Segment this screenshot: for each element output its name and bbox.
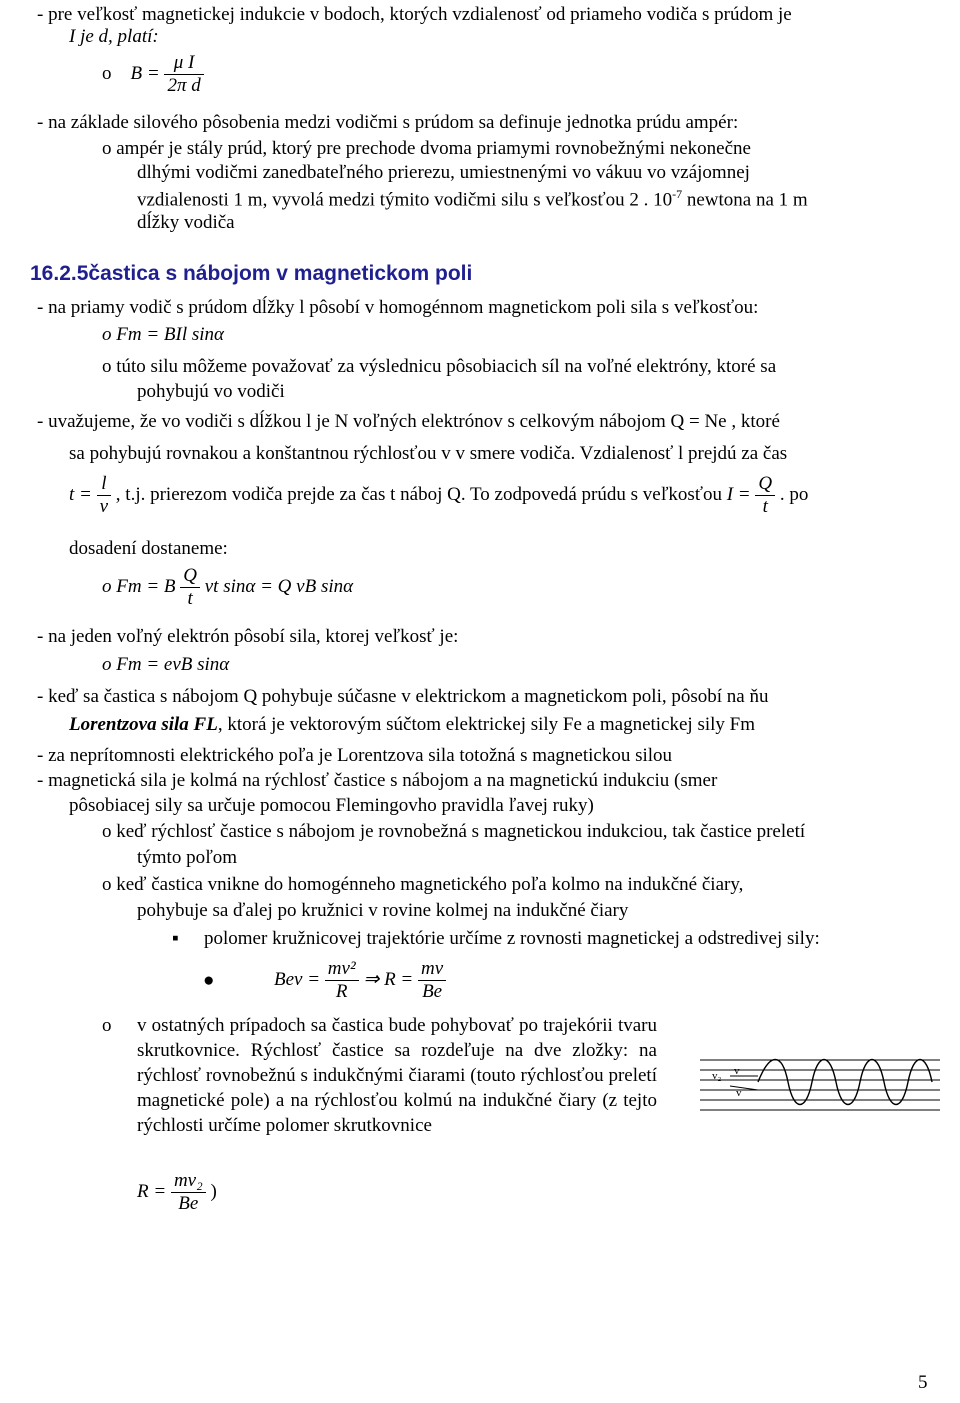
Q-num: Q: [755, 473, 775, 496]
para-1: - na priamy vodič s prúdom dĺžky l pôsobí v homogénnom magnetickom poli sila s veľkosťou:: [37, 297, 759, 318]
para-3b: sa pohybujú rovnakou a konštantnou rýchlosťou v v smere vodiča. Vzdialenosť l prejdú za čas: [69, 443, 788, 464]
formula-Fm-2: [102, 565, 353, 610]
page-number: 5: [918, 1372, 928, 1393]
l-over-v: [97, 473, 111, 518]
formula-B-lhs: B =: [130, 62, 160, 84]
f5-end: ): [210, 1180, 217, 1202]
velocity-vector: [730, 1086, 758, 1090]
para-4: - na jeden voľný elektrón pôsobí sila, ktorej veľkosť je:: [37, 626, 459, 647]
t-den: t: [762, 496, 768, 517]
formula-B-den: 2π d: [167, 75, 201, 96]
para-7a: - magnetická sila je kolmá na rýchlosť častice s nábojom a na magnetickú indukciu (smer: [37, 770, 718, 791]
para-7b: pôsobiacej sily sa určuje pomocou Flemingovho pravidla ľavej ruky): [69, 795, 594, 816]
ampere-def-4: dĺžky vodiča: [137, 212, 235, 233]
f2-num: Q: [180, 565, 200, 588]
ampere-def-2: dlhými vodičmi zanedbateľného prierezu, umiestnenými vo vákuu vo vzájomnej: [137, 162, 750, 183]
para-5a: - keď sa častica s nábojom Q pohybuje súčasne v elektrickom a magnetickom poli, pôsobí na ňu: [37, 686, 769, 707]
ampere-def-1: o ampér je stály prúd, ktorý pre prechode dvoma priamymi rovnobežnými nekonečne: [102, 138, 751, 159]
para-6: - za neprítomnosti elektrického poľa je Lorentzova sila totožná s magnetickou silou: [37, 745, 673, 766]
f5-lhs: R =: [137, 1180, 167, 1202]
para-3c: [69, 473, 808, 518]
f4-den2: Be: [422, 981, 443, 1002]
f2-lhs: o Fm = B: [102, 575, 176, 597]
f4-num1: mv²: [325, 958, 359, 981]
Q-over-t: [755, 473, 775, 518]
para-2b: pohybujú vo vodiči: [137, 381, 285, 402]
formula-B: o B = $\frac{\text{μ I}}{\text{2π d}}$: [102, 52, 204, 97]
formula-B-num: μ I: [164, 52, 203, 75]
para-5b: [69, 714, 755, 736]
fig-label-v: v: [734, 1065, 740, 1077]
f2-den: t: [187, 588, 193, 609]
fig-label-v1: v: [736, 1087, 742, 1099]
f5-den: Be: [178, 1193, 199, 1214]
para-5b-rest: , ktorá je vektorovým súčtom elektrickej sily Fe a magnetickej sily Fm: [217, 714, 756, 735]
intro-line-1: - pre veľkosť magnetickej indukcie v bodoch, ktorých vzdialenosť od priameho vodiča s prúdom je: [37, 4, 792, 25]
t-eq: t =: [69, 483, 92, 505]
intro-line-3: - na základe silového pôsobenia medzi vodičmi s prúdom sa definuje jednotka prúdu ampér:: [37, 112, 739, 133]
intro-line-2: I je d, platí:: [69, 26, 159, 47]
square-bullet-icon: ▪: [172, 928, 179, 949]
ampere-def-3-end: newtona na 1 m: [682, 189, 808, 211]
para-3c-text: , t.j. prierezom vodiča prejde za čas t náboj Q. To zodpovedá prúdu s veľkosťou: [115, 483, 722, 505]
helix-figure: [700, 1052, 950, 1122]
para-3d: dosadení dostaneme:: [69, 538, 228, 559]
f5-num: mv₂: [171, 1170, 206, 1193]
f4-frac2: [418, 958, 446, 1003]
para-9b: pohybuje sa ďalej po kružnici v rovine kolmej na indukčné čiary: [137, 900, 629, 921]
formula-Fm-3: o Fm = evB sinα: [102, 654, 230, 675]
para-8b: týmto poľom: [137, 847, 238, 868]
para-3c-end: . po: [779, 483, 809, 505]
formula-Fm-1: o Fm = BIl sinα: [102, 324, 225, 345]
lorentz-force-label: Lorentzova sila FL: [69, 714, 218, 735]
f4-lhs: Bev =: [274, 968, 321, 990]
f2-frac: [180, 565, 200, 610]
f4-num2: mv: [418, 958, 446, 981]
ampere-def-3-text: vzdialenosti 1 m, vyvolá medzi týmito vodičmi silu s veľkosťou 2 . 10: [137, 189, 673, 211]
para-11-bullet: o: [102, 1015, 112, 1036]
f4-den1: R: [335, 981, 348, 1002]
para-2a: o túto silu môžeme považovať za výslednicu pôsobiacich síl na voľné elektróny, ktoré sa: [102, 356, 777, 377]
formula-B-frac: [164, 52, 203, 97]
round-bullet-icon: ●: [203, 970, 215, 991]
para-11: v ostatných prípadoch sa častica bude pohybovať po trajekórii tvaru skrutkovnice. Rýchlosť častice sa rozdeľuje na dve zložky: na rýchlosť rovnobežnú s indukčnými čiarami (touto rýchlosťou preletí magnetické pole) a na rýchlosťou kolmú na indukčné čiary (z tejto rýchlosti určíme polomer skrutkovnice: [137, 1015, 657, 1136]
v-den: v: [99, 496, 109, 517]
para-9a: o keď častica vnikne do homogénneho magnetického poľa kolmo na indukčné čiary,: [102, 874, 744, 895]
f4-frac1: [325, 958, 359, 1003]
I-eq: I =: [726, 483, 751, 505]
para-10: polomer kružnicovej trajektórie určíme z rovnosti magnetickej a odstredivej sily:: [204, 928, 820, 949]
formula-R2: [137, 1170, 217, 1215]
f2-rhs: vt sinα = Q vB sinα: [204, 575, 354, 597]
fig-label-v2: v₂: [712, 1070, 722, 1082]
f5-frac: [171, 1170, 206, 1215]
l-num: l: [97, 473, 111, 496]
para-8a: o keď rýchlosť častice s nábojom je rovnobežná s magnetickou indukciou, tak častice preletí: [102, 821, 806, 842]
helix-path: [758, 1060, 932, 1105]
section-heading: 16.2.5častica s nábojom v magnetickom poli: [30, 262, 473, 285]
f4-mid: ⇒ R =: [363, 968, 414, 990]
ampere-def-3-sup: -7: [672, 187, 683, 201]
ampere-def-3: [137, 187, 808, 211]
para-3a: - uvažujeme, že vo vodiči s dĺžkou l je N voľných elektrónov s celkovým nábojom Q = Ne , ktoré: [37, 411, 780, 432]
formula-R: [203, 958, 446, 1003]
